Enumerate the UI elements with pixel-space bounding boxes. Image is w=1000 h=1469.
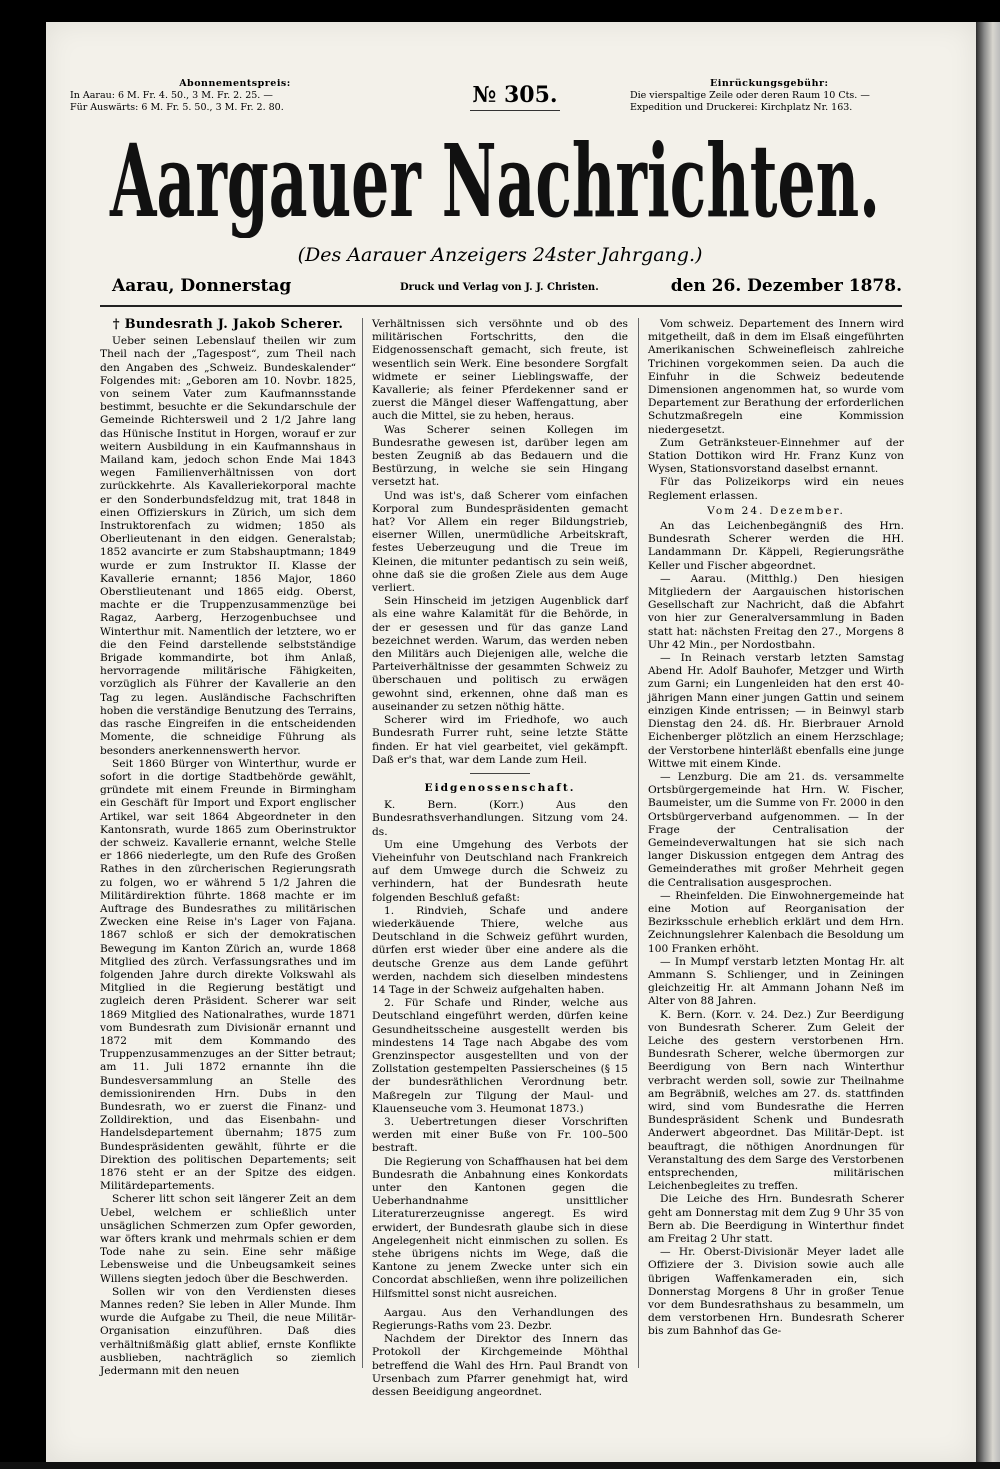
column-divider-1: [362, 318, 363, 1368]
issue-number: № 305.: [470, 82, 560, 111]
paragraph: Sein Hinscheid im jetzigen Augenblick darf als eine wahre Kalamität für die Behörde, in der er gesessen und für das ganze Land bezeichnet werden. Warum, das werden neben den Militärs auch Diejenigen alle, welche die Parteiverhältnisse der gesammten Schweiz zu überschauen und politisch zu erwägen gewohnt sind, erkennen, ohne daß man es auseinander zu setzen nöthig hätte.: [372, 595, 628, 713]
paragraph: — Rheinfelden. Die Einwohnergemeinde hat eine Motion auf Reorganisation der Bezirksschule erheblich erklärt und dem Hrn. Zeichnungslehrer Kalenbach die Besoldung um 100 Franken erhöht.: [648, 889, 904, 955]
column-1: [100, 318, 356, 1378]
paragraph: Scherer litt schon seit längerer Zeit an dem Uebel, welchem er schließlich unter unsäglichen Schmerzen zum Opfer geworden, war öfters krank und mehrmals schien er dem Tode nahe zu sein. Eine sehr mäßige Lebensweise und die Unbeugsamkeit seines Willens siegten jedoch über die Beschwerden.: [100, 1193, 356, 1285]
masthead-logo: [100, 118, 890, 238]
paragraph: K. Bern. (Korr. v. 24. Dez.) Zur Beerdigung von Bundesrath Scherer. Zum Geleit der Leiche des gestern verstorbenen Hrn. Bundesrath Scherer, welche übermorgen zur Beerdigung von Bern nach Winterthur verbracht werden soll, sowie zur Theilnahme am Begräbniß, welches am 27. ds. stattfinden wird, sind vom Bundesrathe die Herren Bundespräsident Schenk und Bundesrath Anderwert abgeordnet. Das Militär-Dept. ist beauftragt, die nöthigen Anordnungen für Veranstaltung des dem Sarge des Verstorbenen entsprechenden, militärischen Leichenbegleites zu treffen.: [648, 1008, 904, 1193]
subscription-line-2: Für Auswärts: 6 M. Fr. 5. 50., 3 M. Fr. 2. 80.: [70, 102, 284, 113]
article-heading: † Bundesrath J. Jakob Scherer.: [112, 317, 344, 332]
separator: [470, 773, 530, 774]
paragraph: — Lenzburg. Die am 21. ds. versammelte Ortsbürgergemeinde hat Hrn. W. Fischer, Baumeister, um die Summe von Fr. 2000 in den Ortsbürgerverband aufgenommen. — In der Frage der Centralisation der Gemeindeverwaltungen hat sie sich nach langer Diskussion entgegen dem Antrag des Gemeinderathes mit großer Mehrheit gegen die Centralisation ausgesprochen.: [648, 770, 904, 889]
scan-border: [0, 1462, 1000, 1469]
paragraph: Vom schweiz. Departement des Innern wird mitgetheilt, daß in dem im Elsaß eingeführten Amerikanischen Schweinefleisch zahlreiche Trichinen vorgekommen seien. Da auch die Einfuhr in die Schweiz bedeutende Dimensionen angenommen hat, so wurde vom Departement zur Berathung der erforderlichen Schutzmaßregeln eine Kommission niedergesetzt.: [648, 318, 904, 436]
issue-date: den 26. Dezember 1878.: [670, 276, 902, 296]
masthead-title: Aargauer Nachrichten.: [109, 122, 881, 238]
paragraph: — Aarau. (Mitthlg.) Den hiesigen Mitgliedern der Aargauischen historischen Gesellschaft zur Nachricht, daß die Abfahrt von hier zur Generalversammlung in Baden statt hat: nächsten Freitag den 27., Morgens 8 Uhr 42 Min., per Nordostbahn.: [648, 572, 904, 651]
publisher: Druck und Verlag von J. J. Christen.: [400, 282, 599, 293]
dateline: [112, 276, 902, 300]
paragraph: Und was ist's, daß Scherer vom einfachen Korporal zum Bundespräsidenten gemacht hat? Vor Allem ein reger Bildungstrieb, eiserner Willen, unermüdliche Arbeitskraft, festes Ueberzeugung und die Treue im Kleinen, die mitunter pedantisch zu sein weiß, ohne daß sie die großen Ziele aus dem Auge verliert.: [372, 489, 628, 595]
paragraph: 3. Uebertretungen dieser Vorschriften werden mit einer Buße von Fr. 100–500 bestraft.: [372, 1115, 628, 1155]
paragraph: Ueber seinen Lebenslauf theilen wir zum Theil nach der „Tagespost“, zum Theil nach den Angaben des „Schweiz. Bundeskalender“ Folgendes mit: „Geboren am 10. Novbr. 1825, von seinem Vater zum Kaufmannsstande bestimmt, besuchte er die Sekundarschule der Gemeinde Richtersweil und 2 1/2 Jahre lang das Hünische Institut in Horgen, worauf er zur weitern Ausbildung in ein Kaufmannshaus in Mailand kam, jedoch schon Ende Mai 1843 wegen Familienverhältnissen von dort zurückkehrte. Als Kavalleriekorporal machte er den Sonderbundsfeldzug mit, trat 1848 in einen Offizierskurs in Zürich, um sich dem Instruktorenfach zu widmen; 1850 als Oberlieutenant in den eidgen. Generalstab; 1852 avancirte er zum Stabshauptmann; 1849 wurde er zum Instruktor II. Klasse der Kavallerie ernannt; 1856 Major, 1860 Oberstlieutenant und 1865 eidg. Oberst, machte er die Truppenzusammenzüge bei Ragaz, Aarberg, Herzogenbuchsee und Winterthur mit. Namentlich der letztere, wo er die den Feind darstellende selbstständige Brigade kommandirte, bot ihm Anlaß, hervorragende militärische Fähigkeiten, vorzüglich als Führer der Kavallerie an den Tag zu legen. Ausländische Fachschriften hoben die verständige Benutzung des Terrains, das rasche Eingreifen in die entscheidenden Momente, die schneidige Führung als besonders anerkennenswerth hervor.: [100, 335, 356, 757]
paragraph: — In Mumpf verstarb letzten Montag Hr. alt Ammann S. Schlienger, und in Zeiningen gleichzeitig Hr. alt Ammann Johann Neß im Alter von 88 Jahren.: [648, 955, 904, 1008]
header-rule: [100, 305, 902, 307]
paragraph: — Hr. Oberst-Divisionär Meyer ladet alle Offiziere der 3. Division sowie auch alle übrigen Waffenkameraden ein, sich Donnerstag Morgens 8 Uhr in großer Tenue vor dem Bundesrathshaus zu besammeln, um dem verstorbenen Hrn. Bundesrath Scherer bis zum Bahnhof das Ge-: [648, 1246, 904, 1338]
subscription-info: [70, 78, 400, 114]
paragraph: — In Reinach verstarb letzten Samstag Abend Hr. Adolf Bauhofer, Metzger und Wirth zum Garni; ein Lungenleiden hat den erst 40-jährigen Mann einer jungen Gattin und seinem einzigen Kinde entrissen; — in Beinwyl starb Dienstag den 24. dß. Hr. Bierbrauer Arnold Eichenberger plötzlich an einem Herzschlage; der Verstorbene hinterläßt ebenfalls eine junge Wittwe mit einem Kinde.: [648, 652, 904, 770]
paragraph: Um eine Umgehung des Verbots der Vieheinfuhr von Deutschland nach Frankreich auf dem Umwege durch die Schweiz zu verhindern, hat der Bundesrath heute folgenden Beschluß gefaßt:: [372, 838, 628, 904]
paragraph: Scherer wird im Friedhofe, wo auch Bundesrath Furrer ruht, seine letzte Stätte finden. Er hat viel gearbeitet, viel gekämpft. Daß er's that, war dem Lande zum Heil.: [372, 714, 628, 766]
paragraph: K. Bern. (Korr.) Aus den Bundesrathsverhandlungen. Sitzung vom 24. ds.: [372, 799, 628, 838]
column-2: [372, 318, 628, 1399]
column-3: [648, 318, 904, 1339]
paragraph: Verhältnissen sich versöhnte und ob des militärischen Fortschritts, den die Eidgenossenschaft gemacht, sich freute, ist wesentlich sein Werk. Eine besondere Sorgfalt widmete er seiner Lieblingswaffe, der Kavallerie; als feiner Pferdekenner sand er zuerst die Mängel dieser Waffengattung, aber auch die Mittel, sie zu heben, heraus.: [372, 318, 628, 423]
subscription-line-1: In Aarau: 6 M. Fr. 4. 50., 3 M. Fr. 2. 25. —: [70, 90, 273, 101]
masthead: [100, 118, 890, 238]
paragraph: Seit 1860 Bürger von Winterthur, wurde er sofort in die dortige Stadtbehörde gewählt, gründete mit einem Freunde in Birmingham ein Geschäft für Import und Export englischer Artikel, war seit 1864 Abgeordneter in den Kantonsrath, wurde 1865 zum Oberinstruktor der schweiz. Kavallerie ernannt, welche Stelle er 1866 niederlegte, um den Rufe des Großen Rathes in den zürcherischen Regierungsrath zu folgen, wo er während 5 1/2 Jahren die Militärdirektion führte. 1868 machte er im Auftrage des Bundesrathes zu militärischen Zwecken eine Reise in's Lager von Fajana. 1867 schloß er sich der demokratischen Bewegung im Kanton Zürich an, wurde 1868 Mitglied des zürch. Verfassungsrathes und im folgenden Jahre durch direkte Volkswahl als Mitglied in die Regierung bestätigt und zugleich deren Präsident. Scherer war seit 1869 Mitglied des Nationalrathes, wurde 1871 vom Bundesrath zum Divisionär ernannt und 1872 mit dem Kommando des Truppenzusammenzuges an der Sitter betraut; am 11. Juli 1872 ernannte ihn die Bundesversammlung an Stelle des demissionirenden Hrn. Dubs in den Bundesrath, wo er zuerst die Finanz- und Zolldirektion, und das Eisenbahn- und Handelsdepartement übernahm; 1875 zum Bundespräsidenten gewählt, führte er die Direktion des politischen Departements; seit 1876 steht er an der Spitze des eidgen. Militärdepartements.: [100, 757, 356, 1193]
paragraph: Sollen wir von den Verdiensten dieses Mannes reden? Sie leben in Aller Munde. Ihm wurde die Aufgabe zu Theil, die neue Militär-Organisation einzuführen. Daß dies verhältnißmäßig glatt ablief, ernste Konflikte ausblieben, nachträglich so ziemlich Jedermann mit den neuen: [100, 1285, 356, 1378]
section-heading: Eidgenossenschaft.: [424, 781, 576, 794]
insertion-fee-title: Einrückungsgebühr:: [710, 78, 829, 89]
paragraph: Zum Getränksteuer-Einnehmer auf der Station Dottikon wird Hr. Franz Kunz von Wysen, Stationsvorstand daselbst ernannt.: [648, 436, 904, 476]
subsection-heading: Vom 24. Dezember.: [707, 504, 845, 517]
masthead-subtitle: (Des Aarauer Anzeigers 24ster Jahrgang.): [297, 244, 703, 266]
paragraph: Für das Polizeikorps wird ein neues Reglement erlassen.: [648, 476, 904, 502]
insertion-fee-line-1: Die vierspaltige Zeile oder deren Raum 10 Cts. —: [630, 90, 870, 101]
paragraph: Nachdem der Direktor des Innern das Protokoll der Kirchgemeinde Möhthal betreffend die Wahl des Hrn. Paul Brandt von Ursenbach zum Pfarrer genehmigt hat, wird dessen Beeidigung angeordnet.: [372, 1333, 628, 1399]
paragraph: 1. Rindvieh, Schafe und andere wiederkäuende Thiere, welche aus Deutschland in die Schweiz geführt wurden, dürfen erst wieder über eine andere als die deutsche Grenze aus dem Lande geführt werden, nachdem sich dieselben mindestens 14 Tage in der Schweiz aufgehalten haben.: [372, 904, 628, 996]
subscription-title: Abonnementspreis:: [179, 78, 291, 89]
paragraph: Aargau. Aus den Verhandlungen des Regierungs-Raths vom 23. Dezbr.: [372, 1306, 628, 1333]
paragraph: 2. Für Schafe und Rinder, welche aus Deutschland eingeführt werden, dürfen keine Gesundheitsscheine ausgestellt werden bis mindestens 14 Tage nach Abgabe des vom Grenzinspector ausgestellten und von der Zollstation gestempelten Passierscheines (§ 15 der bundesräthlichen Verordnung betr. Maßregeln zur Tilgung der Maul- und Klauenseuche vom 3. Heumonat 1873.): [372, 997, 628, 1115]
insertion-fee-line-2: Expedition und Druckerei: Kirchplatz Nr. 163.: [630, 102, 853, 113]
paragraph: An das Leichenbegängniß des Hrn. Bundesrath Scherer werden die HH. Landammann Dr. Käppeli, Regierungsräthe Keller und Fischer abgeordnet.: [648, 520, 904, 572]
paragraph: Was Scherer seinen Kollegen im Bundesrathe gewesen ist, darüber legen am besten Zeugniß ab das Bedauern und die Bestürzung, in welche sie sein Hingang versetzt hat.: [372, 423, 628, 489]
paragraph: Die Regierung von Schaffhausen hat bei dem Bundesrath die Anbahnung eines Konkordats unter den Kantonen gegen die Ueberhandnahme unsittlicher Literaturerzeugnisse angeregt. Es wird erwidert, der Bundesrath glaube sich in diese Angelegenheit nicht einmischen zu sollen. Es stehe übrigens nichts im Wege, daß die Kantone zu jenem Zwecke unter sich ein Concordat abschließen, wenn ihre polizeilichen Hilfsmittel sonst nicht ausreichen.: [372, 1155, 628, 1300]
insertion-fee-info: [630, 78, 930, 114]
place-day: Aarau, Donnerstag: [112, 276, 292, 296]
page-edge: [976, 22, 1000, 1462]
paragraph: Die Leiche des Hrn. Bundesrath Scherer geht am Donnerstag mit dem Zug 9 Uhr 35 von Bern ab. Die Beerdigung in Winterthur findet am Freitag 2 Uhr statt.: [648, 1193, 904, 1246]
column-divider-2: [638, 318, 639, 1368]
